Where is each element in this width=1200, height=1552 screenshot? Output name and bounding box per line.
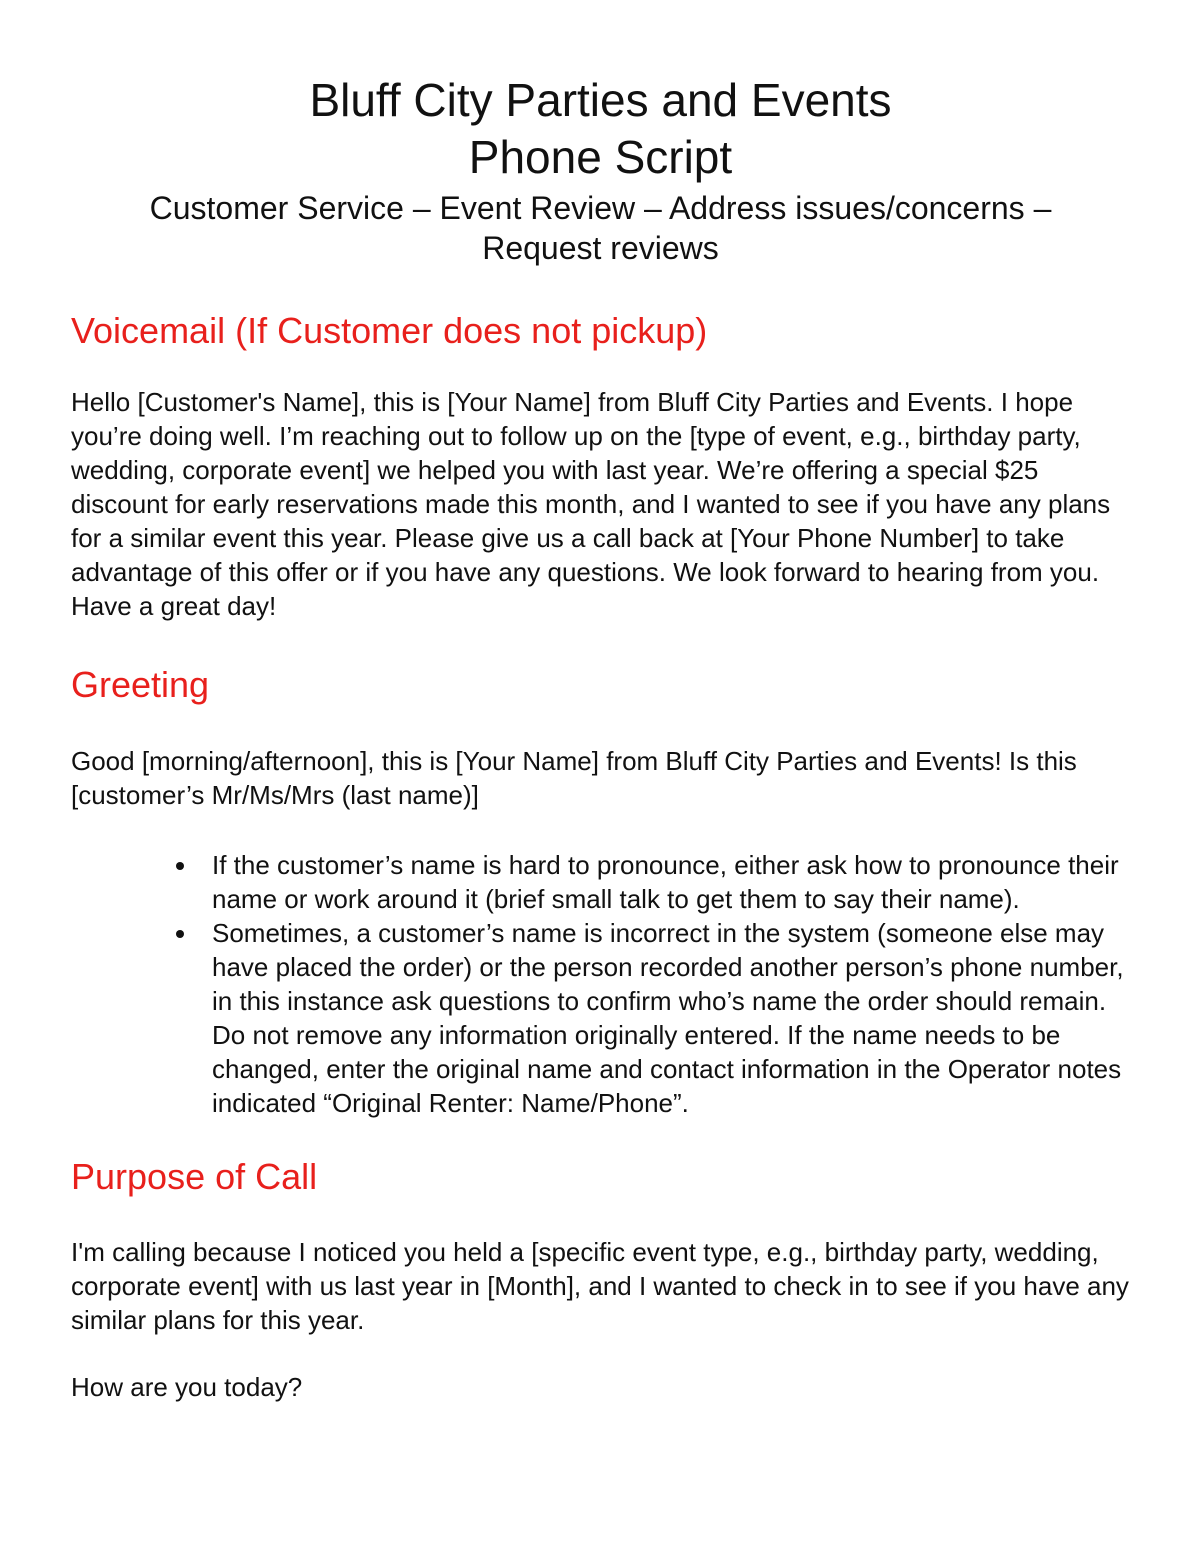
purpose-heading: Purpose of Call: [71, 1156, 318, 1197]
purpose-body: I'm calling because I noticed you held a [specific event type, e.g., birthday party, wedding, corporate event] with us last year in [Month], and I wanted to check in to see if you have any similar plans for this year.: [71, 1237, 1129, 1335]
list-item: [212, 848, 1130, 916]
purpose-followup: How are you today?: [71, 1372, 303, 1402]
greeting-heading: Greeting: [71, 664, 210, 705]
document-subtitle: [71, 188, 1130, 268]
greeting-bullet-list: [71, 848, 1130, 1120]
subtitle-line-2: Request reviews: [482, 230, 719, 266]
document-header: [71, 72, 1130, 268]
greeting-body: Good [morning/afternoon], this is [Your Name] from Bluff City Parties and Events! Is this [customer’s Mr/Ms/Mrs (last name)]: [71, 746, 1077, 810]
list-item: [212, 916, 1130, 1120]
bullet-text: Sometimes, a customer’s name is incorrect in the system (someone else may have placed the order) or the person recorded another person’s phone number, in this instance ask questions to confirm who’s name the order should remain. Do not remove any information originally entered. If the name needs to be changed, enter the original name and contact information in the Operator notes indicated “Original Renter: Name/Phone”.: [212, 918, 1124, 1118]
voicemail-body: Hello [Customer's Name], this is [Your Name] from Bluff City Parties and Events. I hope you’re doing well. I’m reaching out to follow up on the [type of event, e.g., birthday party, wedding, corporate event] we helped you with last year. We’re offering a special $25 discount for early reservations made this month, and I wanted to see if you have any plans for a similar event this year. Please give us a call back at [Your Phone Number] to take advantage of this offer or if you have any questions. We look forward to hearing from you. Have a great day!: [71, 387, 1111, 621]
document-title: [71, 72, 1130, 186]
bullet-icon: [176, 862, 184, 870]
subtitle-line-1: Customer Service – Event Review – Address issues/concerns –: [149, 190, 1052, 226]
bullet-text: If the customer’s name is hard to pronounce, either ask how to pronounce their name or work around it (brief small talk to get them to say their name).: [212, 850, 1119, 914]
voicemail-heading: Voicemail (If Customer does not pickup): [71, 310, 708, 351]
bullet-icon: [176, 930, 184, 938]
title-line-1: Bluff City Parties and Events: [309, 74, 892, 126]
title-line-2: Phone Script: [468, 131, 733, 183]
